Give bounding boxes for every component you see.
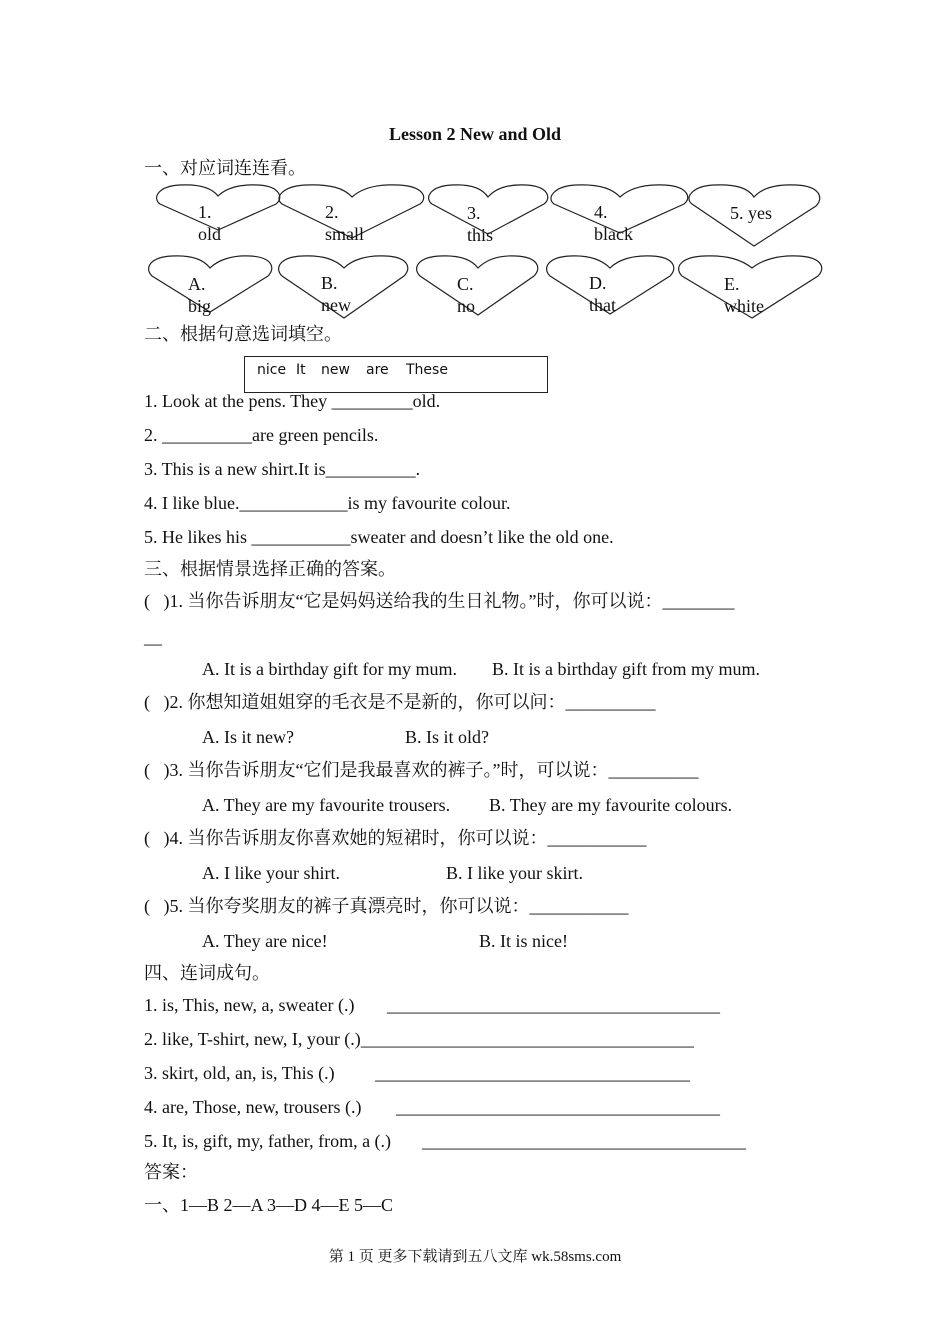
reorder-item-4: 4. are, Those, new, trousers (.) ____________________________________ bbox=[144, 1097, 720, 1117]
choice-2-option-b: B. Is it old? bbox=[405, 727, 489, 747]
word-bank-item: are bbox=[366, 362, 389, 378]
section2-heading: 二、根据句意选词填空。 bbox=[144, 324, 342, 344]
heart-top-5-label: 5. yes bbox=[730, 203, 772, 223]
page-footer: 第 1 页 更多下载请到五八文库 wk.58sms.com bbox=[328, 1249, 622, 1265]
heart-bottom-3-label: C. no bbox=[457, 274, 475, 316]
fill-item-1: 1. Look at the pens. They _________old. bbox=[144, 391, 441, 411]
fill-item-3: 3. This is a new shirt.It is__________. bbox=[144, 459, 421, 479]
heart-top-2-label: 2. small bbox=[325, 202, 364, 244]
fill-item-5: 5. He likes his ___________sweater and doesn’t like the old one. bbox=[144, 527, 614, 547]
word-bank-item: These bbox=[406, 362, 448, 378]
choice-4-option-a: A. I like your shirt. bbox=[202, 863, 340, 883]
choice-4-option-b: B. I like your skirt. bbox=[446, 863, 583, 883]
heart-bottom-2-label: B. new bbox=[321, 273, 351, 315]
heart-bottom-4-label: D. that bbox=[589, 273, 616, 315]
reorder-item-1: 1. is, This, new, a, sweater (.) _____________________________________ bbox=[144, 995, 720, 1015]
heart-shapes bbox=[0, 0, 950, 330]
choice-question-2: ( )2. 你想知道姐姐穿的毛衣是不是新的，你可以问：__________ bbox=[144, 692, 656, 712]
heart-top-1-label: 1. old bbox=[198, 202, 222, 244]
reorder-item-5: 5. It, is, gift, my, father, from, a (.) ____________________________________ bbox=[144, 1131, 746, 1151]
word-bank-box bbox=[244, 356, 548, 393]
choice-1-option-b: B. It is a birthday gift from my mum. bbox=[492, 659, 760, 679]
choice-question-1-cont: __ bbox=[144, 627, 162, 647]
choice-question-4: ( )4. 当你告诉朋友你喜欢她的短裙时，你可以说：___________ bbox=[144, 828, 647, 848]
choice-2-option-a: A. Is it new? bbox=[202, 727, 294, 747]
reorder-item-3: 3. skirt, old, an, is, This (.) ___________________________________ bbox=[144, 1063, 690, 1083]
word-bank-item: nice bbox=[257, 362, 287, 378]
choice-1-option-a: A. It is a birthday gift for my mum. bbox=[202, 659, 457, 679]
choice-3-option-a: A. They are my favourite trousers. bbox=[202, 795, 451, 815]
reorder-item-2: 2. like, T-shirt, new, I, your (.)_____________________________________ bbox=[144, 1029, 694, 1049]
fill-item-4: 4. I like blue.____________is my favourite colour. bbox=[144, 493, 511, 513]
heart-bottom-3 bbox=[417, 256, 538, 315]
heart-bottom-1-label: A. big bbox=[188, 274, 212, 316]
heart-top-3-label: 3. this bbox=[467, 203, 494, 245]
word-bank-item: new bbox=[321, 362, 350, 378]
section1-heading: 一、对应词连连看。 bbox=[144, 158, 306, 178]
fill-item-2: 2. __________are green pencils. bbox=[144, 425, 379, 445]
choice-question-5: ( )5. 当你夸奖朋友的裤子真漂亮时，你可以说：___________ bbox=[144, 896, 629, 916]
answers-heading: 答案： bbox=[144, 1162, 198, 1182]
answers-line-1: 一、1—B 2—A 3—D 4—E 5—C bbox=[144, 1195, 394, 1215]
choice-question-3: ( )3. 当你告诉朋友“它们是我最喜欢的裤子。”时，可以说：__________ bbox=[144, 760, 699, 780]
section4-heading: 四、连词成句。 bbox=[144, 963, 270, 983]
heart-top-4-label: 4. black bbox=[594, 202, 633, 244]
choice-3-option-b: B. They are my favourite colours. bbox=[489, 795, 733, 815]
choice-5-option-a: A. They are nice! bbox=[202, 931, 328, 951]
heart-bottom-5-label: E. white bbox=[724, 274, 764, 316]
section3-heading: 三、根据情景选择正确的答案。 bbox=[144, 559, 396, 579]
word-bank-item: It bbox=[296, 362, 306, 378]
choice-5-option-b: B. It is nice! bbox=[479, 931, 568, 951]
page-title: Lesson 2 New and Old bbox=[388, 124, 562, 144]
choice-question-1: ( )1. 当你告诉朋友“它是妈妈送给我的生日礼物。”时，你可以说：________ bbox=[144, 591, 735, 611]
